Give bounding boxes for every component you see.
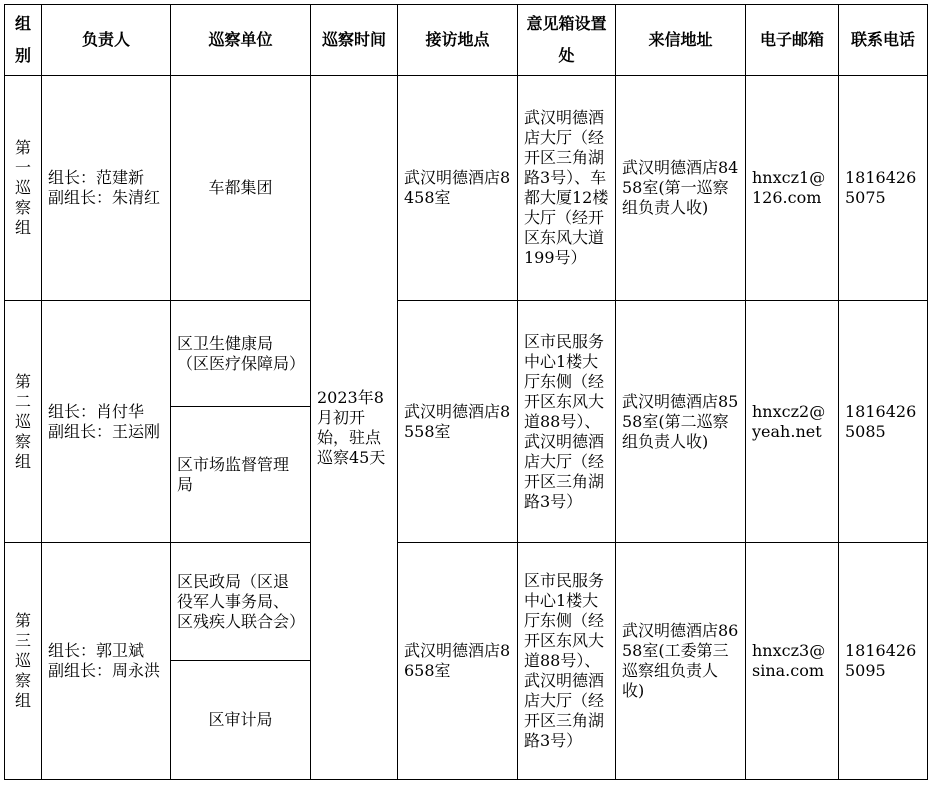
email-address: hnxcz2@yeah.net [746, 301, 839, 543]
group-leaders: 组长：郭卫斌 副组长：周永洪 [42, 543, 171, 780]
inspected-unit: 车都集团 [171, 76, 311, 301]
header-mailbox: 意见箱设置处 [518, 5, 616, 76]
table-row [5, 76, 928, 301]
phone-number: 18164265085 [839, 301, 928, 543]
table-row [5, 301, 928, 407]
inspection-time: 2023年8月初开始，驻点巡察45天 [311, 76, 398, 780]
inspected-unit: 区市场监督管理局 [171, 407, 311, 543]
mailbox-location: 区市民服务中心1楼大厅东侧（经开区东风大道88号）、武汉明德酒店大厅（经开区三角湖路3号） [518, 301, 616, 543]
inspected-unit: 区民政局（区退役军人事务局、区残疾人联合会） [171, 543, 311, 661]
header-leader: 负责人 [42, 5, 171, 76]
mailbox-location: 武汉明德酒店大厅（经开区三角湖路3号）、车都大厦12楼大厅（经开区东风大道199号） [518, 76, 616, 301]
group-leaders: 组长：范建新 副组长：朱清红 [42, 76, 171, 301]
group-name: 第三巡察组 [5, 543, 42, 780]
group-leaders: 组长：肖付华 副组长：王运刚 [42, 301, 171, 543]
header-time: 巡察时间 [311, 5, 398, 76]
mail-address: 武汉明德酒店8458室(第一巡察组负责人收) [616, 76, 746, 301]
reception-location: 武汉明德酒店8658室 [398, 543, 518, 780]
reception-location: 武汉明德酒店8458室 [398, 76, 518, 301]
phone-number: 18164265075 [839, 76, 928, 301]
header-address: 来信地址 [616, 5, 746, 76]
reception-location: 武汉明德酒店8558室 [398, 301, 518, 543]
phone-number: 18164265095 [839, 543, 928, 780]
header-row [5, 5, 928, 76]
group-name: 第一巡察组 [5, 76, 42, 301]
header-unit: 巡察单位 [171, 5, 311, 76]
inspected-unit: 区审计局 [171, 661, 311, 780]
header-location: 接访地点 [398, 5, 518, 76]
inspected-unit: 区卫生健康局（区医疗保障局） [171, 301, 311, 407]
mail-address: 武汉明德酒店8658室(工委第三巡察组负责人收) [616, 543, 746, 780]
table-row [5, 543, 928, 661]
header-phone: 联系电话 [839, 5, 928, 76]
inspection-table [4, 4, 928, 780]
group-name: 第二巡察组 [5, 301, 42, 543]
email-address: hnxcz1@126.com [746, 76, 839, 301]
email-address: hnxcz3@sina.com [746, 543, 839, 780]
mailbox-location: 区市民服务中心1楼大厅东侧（经开区东风大道88号）、武汉明德酒店大厅（经开区三角湖路3号） [518, 543, 616, 780]
mail-address: 武汉明德酒店8558室(第二巡察组负责人收) [616, 301, 746, 543]
header-email: 电子邮箱 [746, 5, 839, 76]
header-group: 组别 [5, 5, 42, 76]
